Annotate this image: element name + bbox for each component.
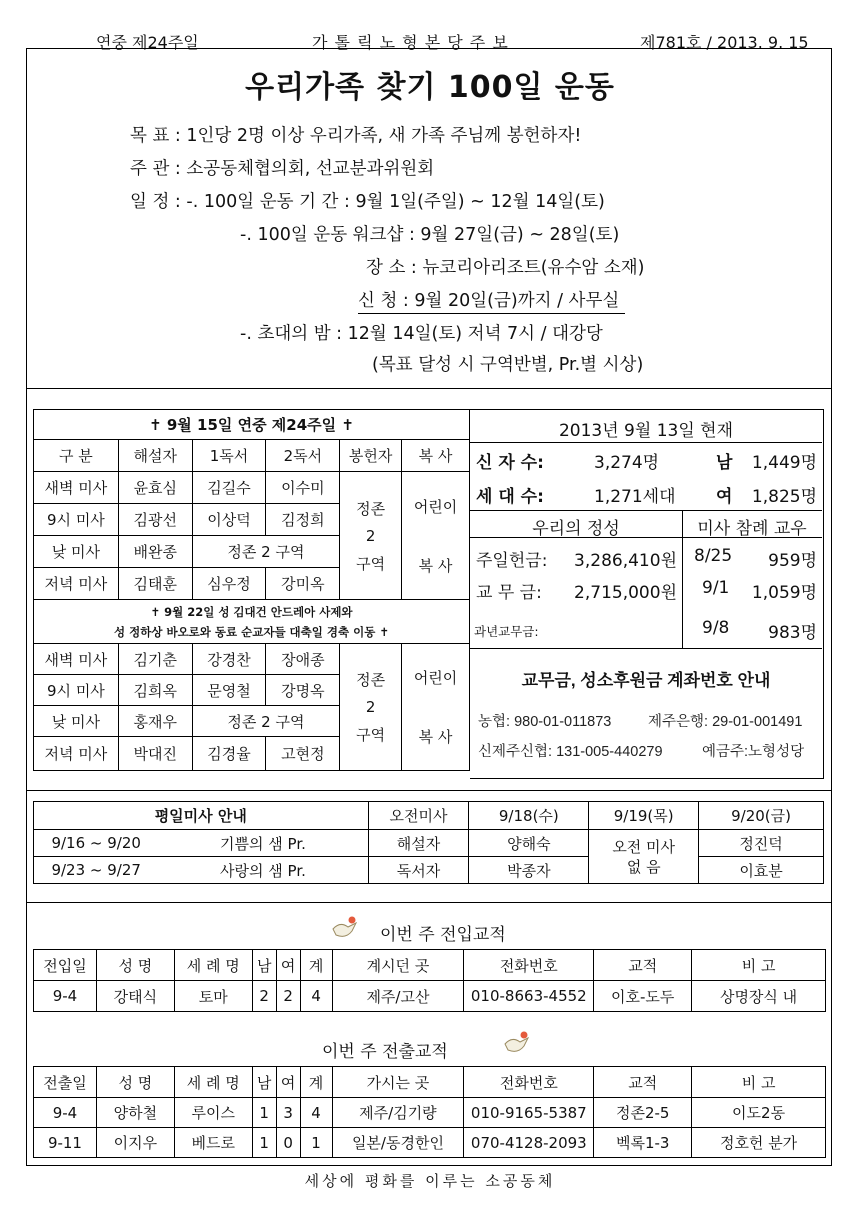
table-cell: 베드로 [174,1128,252,1158]
female-value: 1,825명 [751,487,817,507]
attendance-date: 9/8 [702,618,730,638]
table-cell: 이수미 [266,472,340,504]
col-header: 9/19(목) [589,802,699,830]
campaign-workshop: -. 100일 운동 워크샵 : 9월 27일(금) ~ 28일(토) [240,225,620,245]
mass-schedule-table [33,409,470,771]
table-cell: 김기춘 [118,644,192,675]
col-header: 봉헌자 [340,440,402,472]
table-cell: 이도2동 [692,1098,826,1128]
offering-cell [340,472,402,600]
table-cell: 박종자 [469,857,589,884]
prayer-group: 사랑의 샘 Pr. [158,857,368,884]
table-cell: 저녁 미사 [34,568,119,600]
stats-panel [470,409,824,779]
account-shinhyup: 신제주신협: 131-005-440279 [478,744,663,760]
header-right: 제781호 / 2013. 9. 15 [640,33,809,52]
table-cell: 김광선 [118,504,192,536]
feast-notice-line1: ✝ 9월 22일 성 김대건 안드레아 사제와 [150,604,353,619]
col-header: 가시는 곳 [332,1067,464,1098]
table-cell: 9-11 [34,1128,97,1158]
accounts-title: 교무금, 성소후원금 계좌번호 안내 [521,671,771,690]
table-cell: 정호헌 분가 [692,1128,826,1158]
role: 해설자 [368,830,469,857]
altar-text: 어린이 [413,669,458,687]
past-dues-label: 과년교무금: [474,624,539,639]
table-cell: 양해숙 [469,830,589,857]
offering-text: 정존 [356,499,386,518]
offering-text: 2 [365,526,376,545]
col-header: 1독서 [192,440,266,472]
table-cell: 벡록1-3 [594,1128,692,1158]
altar-cell [402,644,470,771]
table-cell: 010-8663-4552 [464,981,594,1012]
offering-text: 2 [365,698,376,716]
transfer-out-title: 이번 주 전출교적 [322,1042,448,1062]
attendance-count: 983명 [768,623,817,643]
table-cell: 4 [300,1098,332,1128]
table-cell: 김경율 [192,737,266,771]
divider [470,510,822,511]
feast-notice-line2: 성 정하상 바오로와 동료 순교자들 대축일 경축 이동 ✝ [114,624,389,639]
altar-text: 어린이 [413,497,458,516]
table-cell: 강경찬 [192,644,266,675]
account-nh: 농협: 980-01-011873 [478,714,612,730]
dove-icon [502,1030,532,1060]
table-cell: 새벽 미사 [34,644,119,675]
table-cell: 고현정 [266,737,340,771]
table-cell: 0 [276,1128,300,1158]
col-header: 해설자 [118,440,192,472]
transfer-in-table [33,949,826,1012]
table-cell: 홍재우 [118,706,192,737]
col-header: 오전미사 [368,802,469,830]
table-cell: 강미옥 [266,568,340,600]
altar-cell [402,472,470,600]
table-cell: 9-4 [34,981,97,1012]
col-header: 계 [300,950,332,981]
dues-label: 교 무 금: [476,583,542,603]
col-header: 계 [300,1067,332,1098]
table-cell: 윤효심 [118,472,192,504]
campaign-place: 장 소 : 뉴코리아리조트(유수암 소재) [366,258,645,278]
table-cell: 1 [300,1128,332,1158]
table-cell: 이지우 [96,1128,174,1158]
table-cell: 강태식 [96,981,174,1012]
table-cell: 이효분 [699,857,824,884]
period: 9/16 ~ 9/20 [34,830,159,857]
prayer-group: 기쁨의 샘 Pr. [158,830,368,857]
campaign-register: 신 청 : 9월 20일(금)까지 / 사무실 [358,287,625,314]
campaign-invite: -. 초대의 밤 : 12월 14일(토) 저녁 7시 / 대강당 [240,324,603,344]
divider [470,648,822,649]
col-header: 여 [276,1067,300,1098]
table-cell: 2 [252,981,276,1012]
header-center: 가 톨 릭 노 형 본 당 주 보 [312,33,509,52]
account-holder: 예금주:노형성당 [702,744,805,760]
attendance-date: 9/1 [702,578,730,598]
col-header: 구 분 [34,440,119,472]
col-header: 전출일 [34,1067,97,1098]
table-cell: 4 [300,981,332,1012]
campaign-prize: (목표 달성 시 구역반별, Pr.별 시상) [372,355,644,375]
col-header: 남 [252,950,276,981]
female-label: 여 [716,487,733,507]
offering-cell [340,644,402,771]
table-cell: 정존 2 구역 [192,706,340,737]
col-header: 비 고 [692,950,826,981]
table-cell: 상명장식 내 [692,981,826,1012]
offering-title: 우리의 정성 [532,519,620,539]
sunday-offering-value: 3,286,410원 [574,551,677,571]
table-cell: 루이스 [174,1098,252,1128]
col-header: 성 명 [96,1067,174,1098]
col-header: 전화번호 [464,950,594,981]
table-cell: 김길수 [192,472,266,504]
transfer-out-table [33,1066,826,1158]
table-cell: 이호-도두 [594,981,692,1012]
sunday-offering-label: 주일헌금: [476,551,548,571]
table-cell: 정존 2 구역 [192,536,340,568]
households-label: 세 대 수: [476,487,544,507]
table-cell: 장애종 [266,644,340,675]
table-cell: 9시 미사 [34,675,119,706]
households-value: 1,271세대 [594,487,676,507]
table-cell: 김정희 [266,504,340,536]
schedule-title: ✝ 9월 15일 연중 제24주일 ✝ [34,410,470,440]
campaign-schedule: 일 정 : -. 100일 운동 기 간 : 9월 1일(주일) ~ 12월 14일(토) [130,192,605,212]
table-cell: 박대진 [118,737,192,771]
offering-text: 구역 [356,726,386,744]
col-header: 복 사 [402,440,470,472]
divider [26,790,832,791]
weekday-mass-table [33,801,824,884]
table-cell: 2 [276,981,300,1012]
col-header: 비 고 [692,1067,826,1098]
table-cell: 제주/김기량 [332,1098,464,1128]
table-cell: 이상덕 [192,504,266,536]
table-cell: 1 [252,1098,276,1128]
weekday-title: 평일미사 안내 [34,802,369,830]
col-header: 전화번호 [464,1067,594,1098]
male-value: 1,449명 [751,453,817,473]
believers-label: 신 자 수: [476,453,544,473]
campaign-goal: 목 표 : 1인당 2명 이상 우리가족, 새 가족 주님께 봉헌하자! [130,126,582,146]
footer-slogan: 세상에 평화를 이루는 소공동체 [304,1172,556,1190]
table-cell: 배완종 [118,536,192,568]
table-cell: 강명옥 [266,675,340,706]
stats-date: 2013년 9월 13일 현재 [558,421,734,441]
account-jeju: 제주은행: 29-01-001491 [648,714,803,730]
feast-notice [34,600,470,644]
altar-text: 복 사 [418,556,453,575]
divider [470,442,822,443]
table-cell: 010-9165-5387 [464,1098,594,1128]
table-cell: 낮 미사 [34,706,119,737]
attendance-date: 8/25 [694,546,733,566]
divider [470,537,822,538]
table-cell: 김희옥 [118,675,192,706]
altar-text: 복 사 [418,728,453,746]
dues-value: 2,715,000원 [574,583,677,603]
col-header: 교적 [594,1067,692,1098]
no-mass-text: 오전 미사 [612,837,676,856]
role: 독서자 [368,857,469,884]
campaign-organizer: 주 관 : 소공동체협의회, 선교분과위원회 [130,159,435,179]
offering-text: 구역 [356,554,386,573]
table-cell: 일본/동경한인 [332,1128,464,1158]
attendance-count: 959명 [768,551,817,571]
table-cell: 양하철 [96,1098,174,1128]
offering-text: 정존 [356,671,386,689]
table-cell: 새벽 미사 [34,472,119,504]
col-header: 2독서 [266,440,340,472]
attendance-count: 1,059명 [751,583,817,603]
col-header: 성 명 [96,950,174,981]
transfer-in-title: 이번 주 전입교적 [380,925,506,945]
table-cell: 문영철 [192,675,266,706]
table-cell: 1 [252,1128,276,1158]
table-cell: 낮 미사 [34,536,119,568]
divider [26,388,832,389]
col-header: 여 [276,950,300,981]
table-cell: 070-4128-2093 [464,1128,594,1158]
col-header: 전입일 [34,950,97,981]
col-header: 9/18(수) [469,802,589,830]
table-cell: 9시 미사 [34,504,119,536]
divider [26,902,832,903]
table-cell: 9-4 [34,1098,97,1128]
table-cell: 김태훈 [118,568,192,600]
col-header: 세 례 명 [174,1067,252,1098]
col-header: 계시던 곳 [332,950,464,981]
table-cell: 토마 [174,981,252,1012]
table-cell: 제주/고산 [332,981,464,1012]
believers-value: 3,274명 [594,453,660,473]
dove-icon [330,915,360,945]
col-header: 9/20(금) [699,802,824,830]
header-left: 연중 제24주일 [96,33,199,52]
col-header: 남 [252,1067,276,1098]
table-cell: 저녁 미사 [34,737,119,771]
table-cell: 심우정 [192,568,266,600]
attendance-title: 미사 참례 교우 [697,519,807,539]
period: 9/23 ~ 9/27 [34,857,159,884]
no-mass-cell [589,830,699,884]
col-header: 교적 [594,950,692,981]
campaign-title: 우리가족 찾기 100일 운동 [245,70,615,105]
table-cell: 정진덕 [699,830,824,857]
male-label: 남 [716,453,733,473]
table-cell: 3 [276,1098,300,1128]
col-header: 세 례 명 [174,950,252,981]
table-cell: 정존2-5 [594,1098,692,1128]
no-mass-text: 없 음 [626,857,661,876]
